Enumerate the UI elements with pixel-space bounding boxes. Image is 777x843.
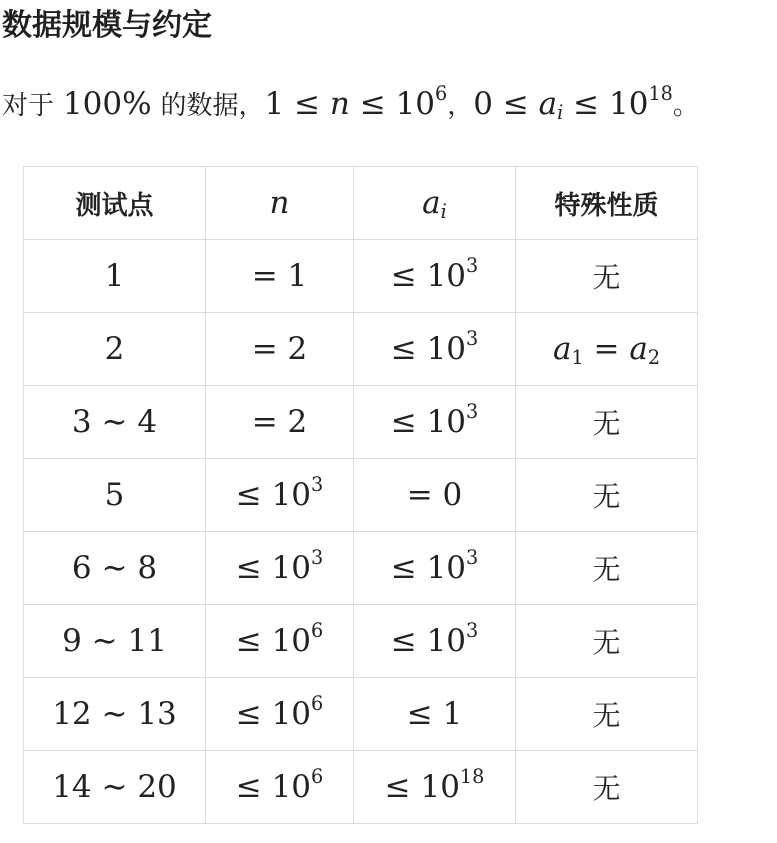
a-limit-operator: ≤	[390, 623, 417, 659]
testcase-value: 2	[104, 331, 125, 367]
n-limit-operator: ≤	[235, 550, 262, 586]
a-limit-operator: =	[406, 477, 433, 513]
table-body	[24, 240, 698, 824]
a-limit-base: 0	[442, 477, 463, 513]
property-value: 无	[592, 699, 621, 732]
n-variable: n	[329, 86, 350, 122]
n-limit-value	[252, 258, 308, 294]
header-property-label: 特殊性质	[554, 190, 659, 221]
property-cell	[516, 605, 698, 678]
header-n	[206, 167, 354, 240]
n-limit-cell	[206, 240, 354, 313]
a-limit-value	[390, 327, 479, 367]
testcase-cell	[24, 605, 206, 678]
property-right-var: a	[629, 331, 648, 367]
header-a-subscript: i	[440, 199, 447, 223]
n-limit-operator: ≤	[235, 769, 262, 805]
property-cell	[516, 751, 698, 824]
n-limit-operator: ≤	[235, 477, 262, 513]
n-limit-base: 10	[271, 769, 312, 805]
a-limit-value	[407, 696, 463, 732]
table-row	[24, 313, 698, 386]
property-right-sub: 2	[647, 345, 661, 369]
testcase-value: 12 ∼ 13	[52, 696, 177, 732]
n-limit-operator: =	[251, 404, 278, 440]
a-limit-exponent: 18	[459, 765, 485, 789]
a-limit-operator: ≤	[390, 550, 417, 586]
a-lower-bound: 0	[473, 86, 493, 122]
table-row	[24, 240, 698, 313]
n-limit-exponent: 6	[311, 692, 324, 716]
header-testcase-label: 测试点	[75, 190, 154, 221]
a-subscript: i	[557, 100, 564, 124]
testcase-cell	[24, 678, 206, 751]
n-limit-value	[235, 765, 324, 805]
property-value: 无	[592, 480, 621, 513]
testcase-value: 9 ∼ 11	[62, 623, 167, 659]
header-a-label: a	[422, 185, 441, 221]
property-cell	[516, 313, 698, 386]
n-limit-operator: =	[251, 331, 278, 367]
n-limit-operator: ≤	[235, 696, 262, 732]
property-value: 无	[592, 407, 621, 440]
n-limit-cell	[206, 751, 354, 824]
a-limit-cell	[354, 532, 516, 605]
n-range-formula: $1 \le n \le 10^6$	[264, 82, 448, 122]
testcase-cell	[24, 240, 206, 313]
property-cell	[516, 459, 698, 532]
a-limit-value	[390, 254, 479, 294]
a-limit-value	[390, 619, 479, 659]
n-limit-base: 10	[271, 477, 312, 513]
n-limit-operator: =	[251, 258, 278, 294]
n-upper-base: 10	[395, 86, 436, 122]
a-limit-value	[390, 546, 479, 586]
a-limit-base: 10	[426, 258, 467, 294]
table-row	[24, 605, 698, 678]
property-operator: =	[593, 331, 620, 367]
a-limit-base: 10	[426, 550, 467, 586]
n-limit-exponent: 3	[311, 546, 324, 570]
n-limit-cell	[206, 678, 354, 751]
property-value: 无	[592, 261, 621, 294]
a-limit-cell	[354, 678, 516, 751]
testcase-value: 5	[104, 477, 125, 513]
a-limit-cell	[354, 240, 516, 313]
property-left-sub: 1	[571, 345, 584, 369]
a-range-formula: $0 \le a_i \le 10^{18}$	[473, 82, 673, 124]
table-row	[24, 459, 698, 532]
a-limit-exponent: 3	[466, 327, 479, 351]
n-limit-base: 1	[287, 258, 308, 294]
a-limit-value	[390, 400, 479, 440]
statement-separator: ，	[447, 91, 474, 121]
a-variable: a	[538, 86, 558, 122]
a-limit-exponent: 3	[466, 400, 479, 424]
a-limit-exponent: 3	[466, 254, 479, 278]
n-limit-cell	[206, 386, 354, 459]
n-limit-value	[235, 619, 324, 659]
n-upper-exponent: 6	[435, 82, 448, 106]
a-limit-cell	[354, 386, 516, 459]
a-limit-base: 10	[426, 331, 467, 367]
testcase-value: 3 ∼ 4	[71, 404, 158, 440]
a-limit-operator: ≤	[390, 258, 417, 294]
section-heading: 数据规模与约定	[2, 8, 212, 43]
n-limit-value	[235, 473, 324, 513]
testcase-value: 1	[104, 258, 125, 294]
header-n-label: n	[269, 185, 290, 221]
n-limit-operator: ≤	[235, 623, 262, 659]
property-cell	[516, 532, 698, 605]
header-property	[516, 167, 698, 240]
a-limit-operator: ≤	[390, 331, 417, 367]
testcase-cell	[24, 313, 206, 386]
n-limit-cell	[206, 313, 354, 386]
table-row	[24, 386, 698, 459]
n-limit-exponent: 6	[311, 765, 324, 789]
testcase-cell	[24, 751, 206, 824]
n-limit-base: 10	[271, 696, 312, 732]
testcase-cell	[24, 532, 206, 605]
statement-end: 。	[672, 91, 699, 121]
table-row	[24, 532, 698, 605]
n-limit-exponent: 3	[311, 473, 324, 497]
table-row	[24, 678, 698, 751]
a-limit-value	[407, 477, 463, 513]
a-limit-base: 10	[426, 404, 467, 440]
n-limit-cell	[206, 532, 354, 605]
n-limit-cell	[206, 459, 354, 532]
n-limit-value	[252, 404, 308, 440]
n-limit-value	[252, 331, 308, 367]
a-limit-cell	[354, 605, 516, 678]
a-limit-exponent: 3	[466, 546, 479, 570]
n-limit-value	[235, 692, 324, 732]
testcase-cell	[24, 386, 206, 459]
testcase-value: 14 ∼ 20	[52, 769, 177, 805]
n-limit-exponent: 6	[311, 619, 324, 643]
table-header-row	[24, 167, 698, 240]
statement-percent: 100%	[62, 86, 152, 122]
a-limit-operator: ≤	[384, 769, 411, 805]
n-limit-base: 10	[271, 550, 312, 586]
statement-prefix: 对于	[2, 91, 55, 121]
n-limit-cell	[206, 605, 354, 678]
header-a	[354, 167, 516, 240]
a-upper-exponent: 18	[648, 82, 673, 106]
property-value: 无	[592, 626, 621, 659]
a-limit-operator: ≤	[406, 696, 433, 732]
a-limit-exponent: 3	[466, 619, 479, 643]
a-limit-cell	[354, 313, 516, 386]
n-limit-value	[235, 546, 324, 586]
header-testcase	[24, 167, 206, 240]
testcase-value: 6 ∼ 8	[71, 550, 158, 586]
property-value: 无	[592, 772, 621, 805]
a-upper-base: 10	[609, 86, 649, 122]
n-limit-base: 10	[271, 623, 312, 659]
property-cell	[516, 678, 698, 751]
property-cell	[516, 240, 698, 313]
n-limit-base: 2	[287, 331, 308, 367]
property-value: 无	[592, 553, 621, 586]
a-limit-operator: ≤	[390, 404, 417, 440]
a-limit-base: 10	[426, 623, 467, 659]
constraints-table	[23, 166, 698, 824]
a-limit-base: 10	[420, 769, 460, 805]
testcase-cell	[24, 459, 206, 532]
a-limit-cell	[354, 751, 516, 824]
constraints-statement	[2, 84, 699, 126]
property-cell	[516, 386, 698, 459]
n-limit-base: 2	[287, 404, 308, 440]
a-limit-value	[384, 765, 485, 805]
table-row	[24, 751, 698, 824]
a-limit-base: 1	[442, 696, 463, 732]
property-left-var: a	[552, 331, 572, 367]
a-limit-cell	[354, 459, 516, 532]
property-formula	[553, 331, 660, 367]
statement-middle: 的数据，	[160, 91, 265, 121]
n-lower-bound: 1	[264, 86, 285, 122]
